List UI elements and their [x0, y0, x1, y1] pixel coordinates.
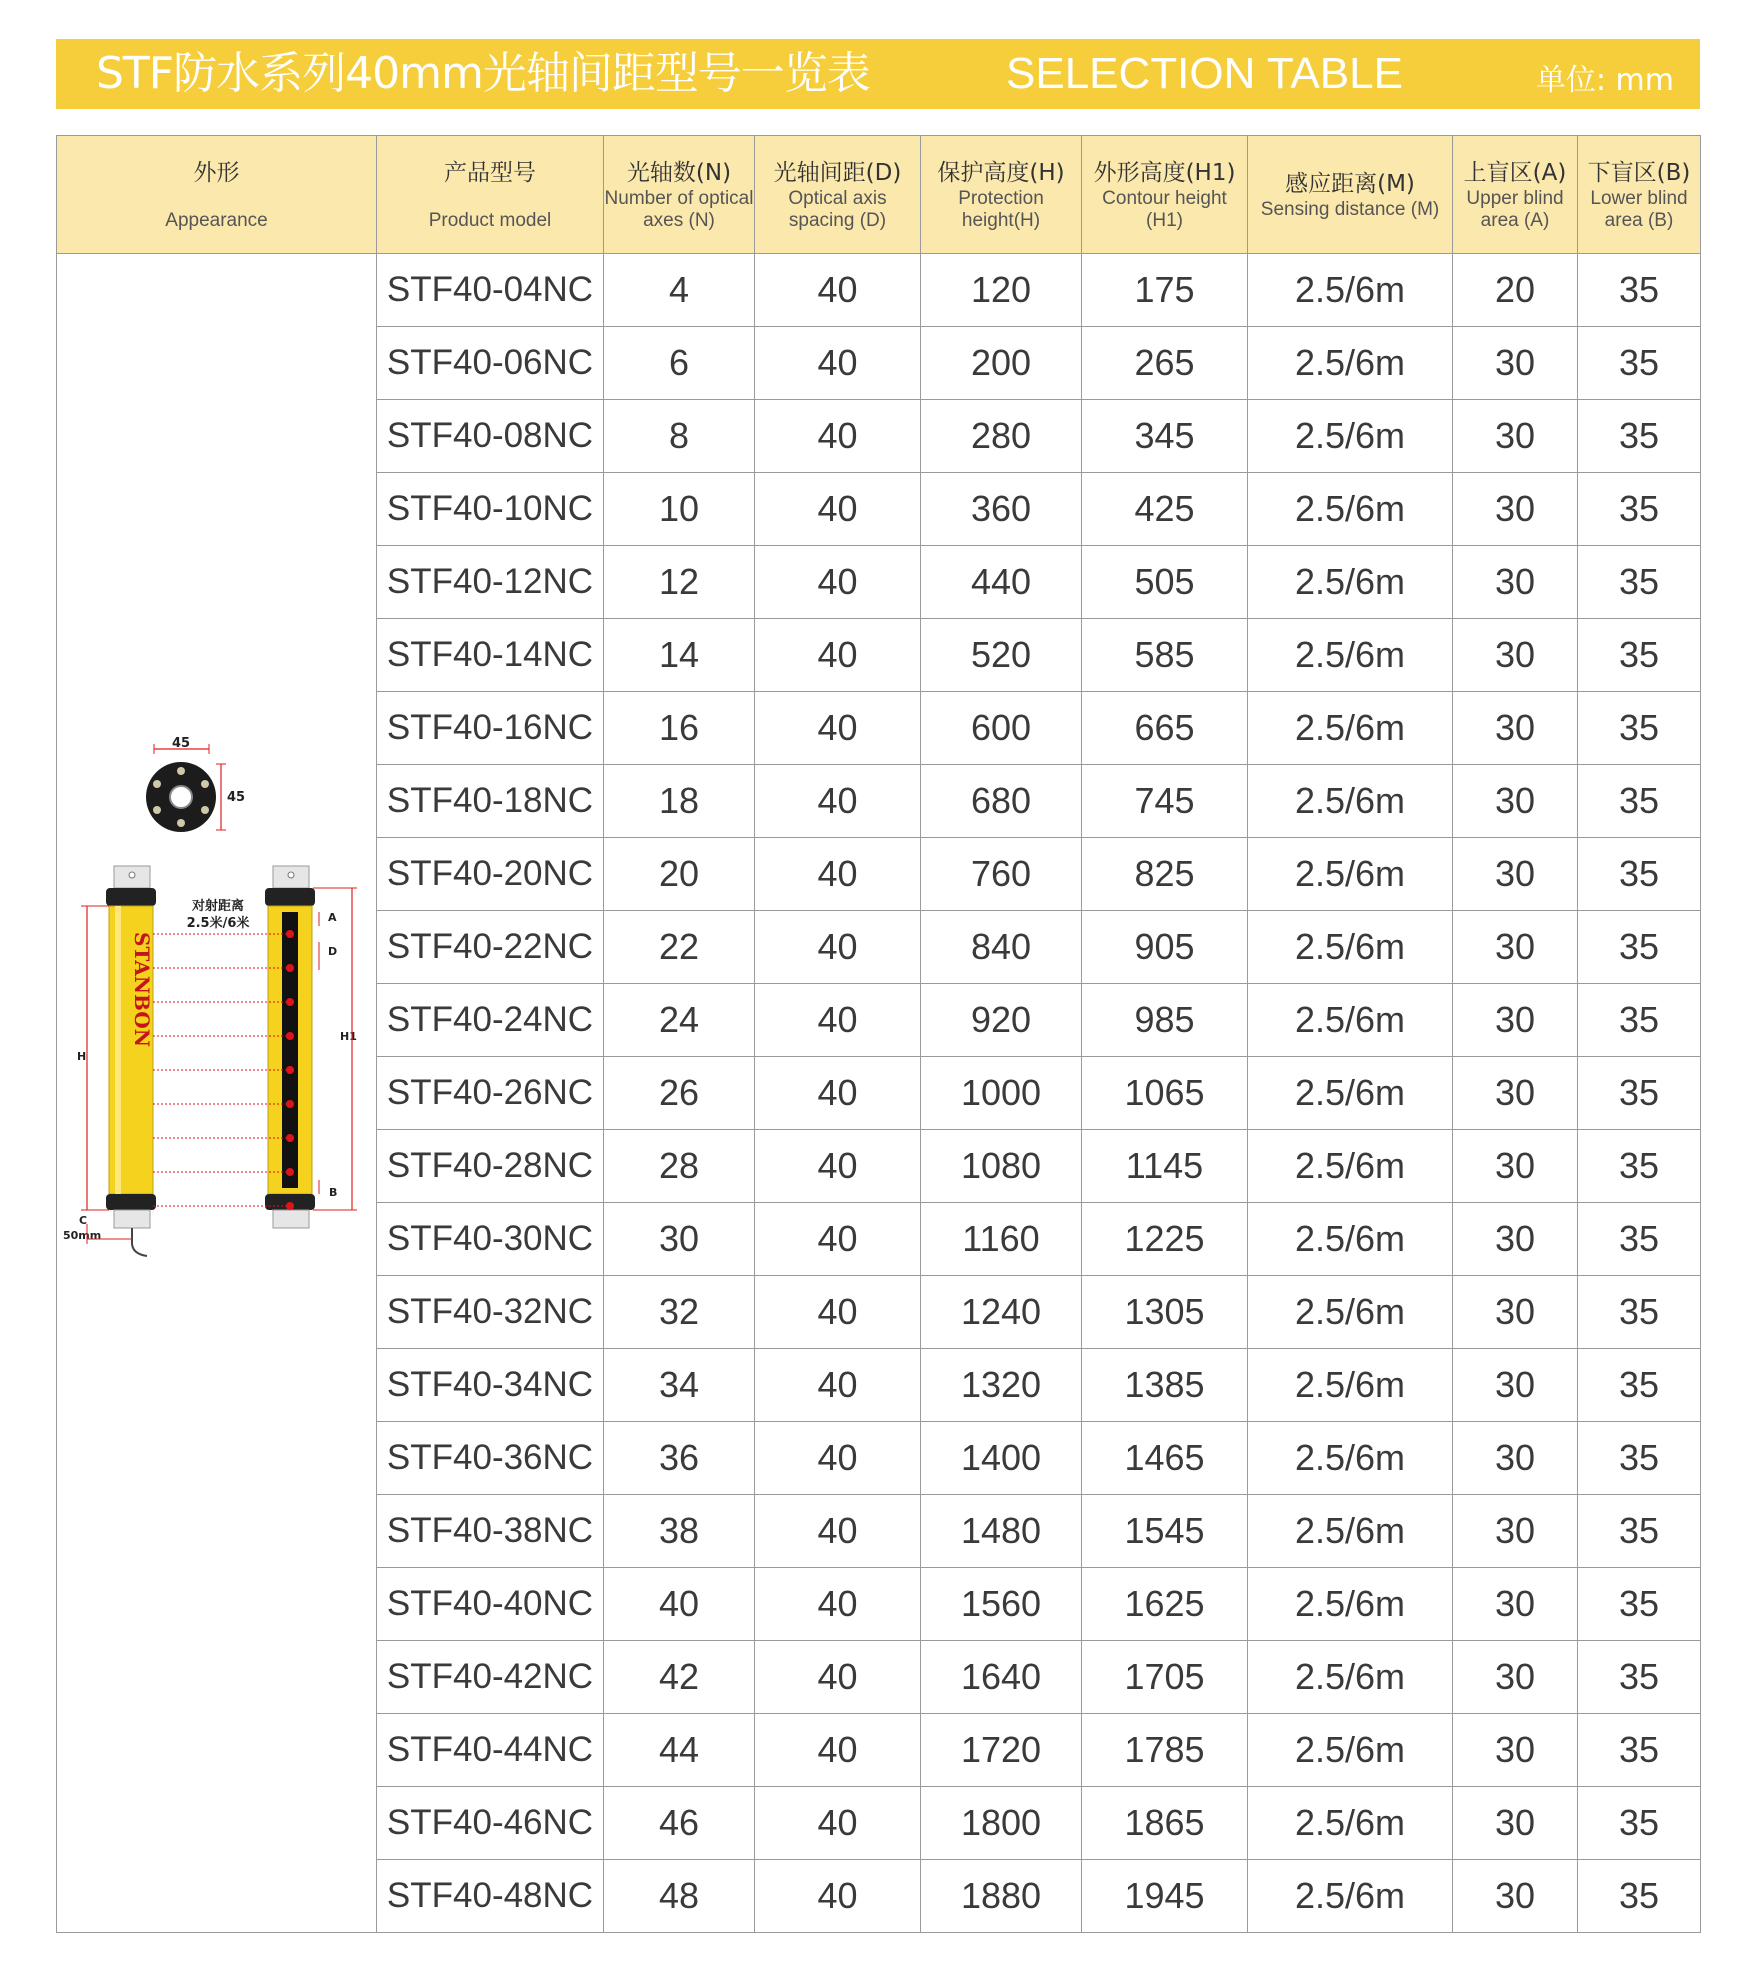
beam-dot — [286, 1032, 294, 1040]
cell-axes: 26 — [604, 1057, 755, 1130]
cell-spacing: 40 — [755, 1568, 921, 1641]
cell-axes: 12 — [604, 546, 755, 619]
cell-protection-height: 920 — [921, 984, 1082, 1057]
cell-upper-blind: 30 — [1453, 1203, 1578, 1276]
cell-contour-height: 745 — [1082, 765, 1248, 838]
cell-model: STF40-32NC — [377, 1276, 604, 1349]
cell-contour-height: 1225 — [1082, 1203, 1248, 1276]
cell-axes: 10 — [604, 473, 755, 546]
cell-protection-height: 1240 — [921, 1276, 1082, 1349]
cell-contour-height: 1785 — [1082, 1714, 1248, 1787]
cell-axes: 8 — [604, 400, 755, 473]
cell-model: STF40-26NC — [377, 1057, 604, 1130]
cell-model: STF40-38NC — [377, 1495, 604, 1568]
cell-lower-blind: 35 — [1578, 1349, 1701, 1422]
col-header-axes: 光轴数(N) Number of optical axes (N) — [604, 136, 755, 254]
unit-label: 单位: mm — [1535, 63, 1674, 98]
cell-spacing: 40 — [755, 911, 921, 984]
cell-spacing: 40 — [755, 1641, 921, 1714]
cell-sensing-distance: 2.5/6m — [1248, 327, 1453, 400]
cell-protection-height: 600 — [921, 692, 1082, 765]
cell-contour-height: 265 — [1082, 327, 1248, 400]
cell-lower-blind: 35 — [1578, 838, 1701, 911]
cell-model: STF40-44NC — [377, 1714, 604, 1787]
cell-contour-height: 905 — [1082, 911, 1248, 984]
cell-lower-blind: 35 — [1578, 1787, 1701, 1860]
cell-model: STF40-16NC — [377, 692, 604, 765]
cell-sensing-distance: 2.5/6m — [1248, 1714, 1453, 1787]
cell-model: STF40-08NC — [377, 400, 604, 473]
cell-lower-blind: 35 — [1578, 546, 1701, 619]
cell-protection-height: 200 — [921, 327, 1082, 400]
cell-spacing: 40 — [755, 692, 921, 765]
cell-model: STF40-34NC — [377, 1349, 604, 1422]
cell-protection-height: 360 — [921, 473, 1082, 546]
cell-spacing: 40 — [755, 1130, 921, 1203]
cell-lower-blind: 35 — [1578, 1860, 1701, 1933]
appearance-cell — [57, 254, 377, 1933]
cell-upper-blind: 30 — [1453, 1495, 1578, 1568]
cell-contour-height: 425 — [1082, 473, 1248, 546]
cell-model: STF40-28NC — [377, 1130, 604, 1203]
dimension-annotations — [63, 888, 357, 1244]
brand-label: STANBON — [130, 932, 154, 1048]
cell-contour-height: 1625 — [1082, 1568, 1248, 1641]
cell-axes: 6 — [604, 327, 755, 400]
cell-contour-height: 1545 — [1082, 1495, 1248, 1568]
cell-model: STF40-06NC — [377, 327, 604, 400]
cell-spacing: 40 — [755, 1422, 921, 1495]
cell-spacing: 40 — [755, 984, 921, 1057]
cell-upper-blind: 30 — [1453, 619, 1578, 692]
cell-spacing: 40 — [755, 1276, 921, 1349]
range-label-value: 2.5米/6米 — [186, 916, 250, 931]
beam-dot — [286, 1066, 294, 1074]
cell-contour-height: 1305 — [1082, 1276, 1248, 1349]
cell-protection-height: 1640 — [921, 1641, 1082, 1714]
cell-lower-blind: 35 — [1578, 1495, 1701, 1568]
cell-axes: 34 — [604, 1349, 755, 1422]
cell-axes: 24 — [604, 984, 755, 1057]
cell-lower-blind: 35 — [1578, 1714, 1701, 1787]
cell-contour-height: 505 — [1082, 546, 1248, 619]
cell-axes: 4 — [604, 254, 755, 327]
col-header-upper-blind: 上盲区(A) Upper blind area (A) — [1453, 136, 1578, 254]
col-header-protection-height: 保护高度(H) Protection height(H) — [921, 136, 1082, 254]
cell-axes: 20 — [604, 838, 755, 911]
cell-contour-height: 825 — [1082, 838, 1248, 911]
cell-lower-blind: 35 — [1578, 1568, 1701, 1641]
cell-sensing-distance: 2.5/6m — [1248, 400, 1453, 473]
cell-upper-blind: 20 — [1453, 254, 1578, 327]
cell-model: STF40-18NC — [377, 765, 604, 838]
cell-protection-height: 280 — [921, 400, 1082, 473]
cell-sensing-distance: 2.5/6m — [1248, 1276, 1453, 1349]
cell-sensing-distance: 2.5/6m — [1248, 911, 1453, 984]
cell-protection-height: 1080 — [921, 1130, 1082, 1203]
cell-sensing-distance: 2.5/6m — [1248, 1422, 1453, 1495]
cell-axes: 30 — [604, 1203, 755, 1276]
col-header-spacing: 光轴间距(D) Optical axis spacing (D) — [755, 136, 921, 254]
cell-sensing-distance: 2.5/6m — [1248, 546, 1453, 619]
cell-sensing-distance: 2.5/6m — [1248, 1787, 1453, 1860]
cell-lower-blind: 35 — [1578, 619, 1701, 692]
label-50mm: 50mm — [63, 1229, 102, 1242]
cell-lower-blind: 35 — [1578, 1130, 1701, 1203]
cell-spacing: 40 — [755, 1787, 921, 1860]
beam-dot — [286, 1134, 294, 1142]
label-a: A — [328, 911, 337, 924]
top-depth-label: 45 — [227, 790, 246, 805]
cell-protection-height: 1160 — [921, 1203, 1082, 1276]
cell-upper-blind: 30 — [1453, 1641, 1578, 1714]
cell-axes: 28 — [604, 1130, 755, 1203]
cell-spacing: 40 — [755, 327, 921, 400]
cell-model: STF40-42NC — [377, 1641, 604, 1714]
cell-protection-height: 1400 — [921, 1422, 1082, 1495]
cell-upper-blind: 30 — [1453, 1276, 1578, 1349]
top-view — [146, 736, 245, 832]
cell-model: STF40-48NC — [377, 1860, 604, 1933]
cell-contour-height: 1465 — [1082, 1422, 1248, 1495]
cell-protection-height: 1480 — [921, 1495, 1082, 1568]
cell-contour-height: 175 — [1082, 254, 1248, 327]
cell-axes: 44 — [604, 1714, 755, 1787]
cell-model: STF40-40NC — [377, 1568, 604, 1641]
label-c: C — [79, 1214, 88, 1227]
cell-sensing-distance: 2.5/6m — [1248, 838, 1453, 911]
cell-lower-blind: 35 — [1578, 911, 1701, 984]
cell-contour-height: 585 — [1082, 619, 1248, 692]
cell-model: STF40-20NC — [377, 838, 604, 911]
cell-axes: 32 — [604, 1276, 755, 1349]
label-h1: H1 — [340, 1030, 357, 1043]
col-header-appearance: 外形 Appearance — [57, 136, 377, 254]
cell-lower-blind: 35 — [1578, 692, 1701, 765]
cell-lower-blind: 35 — [1578, 400, 1701, 473]
emitter-column — [106, 866, 156, 1256]
cell-axes: 14 — [604, 619, 755, 692]
cell-model: STF40-22NC — [377, 911, 604, 984]
cell-spacing: 40 — [755, 1860, 921, 1933]
cell-spacing: 40 — [755, 1714, 921, 1787]
cell-spacing: 40 — [755, 838, 921, 911]
cell-upper-blind: 30 — [1453, 546, 1578, 619]
cell-protection-height: 1000 — [921, 1057, 1082, 1130]
cell-spacing: 40 — [755, 765, 921, 838]
cell-axes: 18 — [604, 765, 755, 838]
cell-spacing: 40 — [755, 473, 921, 546]
cell-spacing: 40 — [755, 1495, 921, 1568]
table-row — [57, 254, 1701, 327]
cell-contour-height: 1385 — [1082, 1349, 1248, 1422]
label-b: B — [329, 1186, 338, 1199]
cell-model: STF40-36NC — [377, 1422, 604, 1495]
cell-axes: 48 — [604, 1860, 755, 1933]
cell-contour-height: 1065 — [1082, 1057, 1248, 1130]
cell-contour-height: 1145 — [1082, 1130, 1248, 1203]
cell-upper-blind: 30 — [1453, 327, 1578, 400]
cell-axes: 16 — [604, 692, 755, 765]
cell-contour-height: 1865 — [1082, 1787, 1248, 1860]
cell-protection-height: 760 — [921, 838, 1082, 911]
appearance-figure — [57, 254, 377, 1924]
cell-protection-height: 840 — [921, 911, 1082, 984]
cell-contour-height: 1705 — [1082, 1641, 1248, 1714]
cell-contour-height: 345 — [1082, 400, 1248, 473]
cell-model: STF40-10NC — [377, 473, 604, 546]
cell-sensing-distance: 2.5/6m — [1248, 1641, 1453, 1714]
beam-dot — [286, 998, 294, 1006]
cell-protection-height: 440 — [921, 546, 1082, 619]
cell-upper-blind: 30 — [1453, 1568, 1578, 1641]
cell-sensing-distance: 2.5/6m — [1248, 1495, 1453, 1568]
cell-model: STF40-04NC — [377, 254, 604, 327]
cell-lower-blind: 35 — [1578, 1276, 1701, 1349]
beam-dot — [286, 1100, 294, 1108]
cell-upper-blind: 30 — [1453, 765, 1578, 838]
cell-sensing-distance: 2.5/6m — [1248, 765, 1453, 838]
range-label-cn: 对射距离 — [191, 899, 245, 914]
beam-dot — [286, 1168, 294, 1176]
beam-dot — [286, 964, 294, 972]
cell-protection-height: 1800 — [921, 1787, 1082, 1860]
cell-upper-blind: 30 — [1453, 1057, 1578, 1130]
cell-lower-blind: 35 — [1578, 327, 1701, 400]
cell-model: STF40-12NC — [377, 546, 604, 619]
cell-spacing: 40 — [755, 619, 921, 692]
cell-protection-height: 1320 — [921, 1349, 1082, 1422]
cell-upper-blind: 30 — [1453, 473, 1578, 546]
title-banner — [56, 39, 1700, 109]
cell-protection-height: 120 — [921, 254, 1082, 327]
cell-sensing-distance: 2.5/6m — [1248, 692, 1453, 765]
selection-table — [56, 135, 1701, 1933]
cell-protection-height: 1720 — [921, 1714, 1082, 1787]
cell-protection-height: 520 — [921, 619, 1082, 692]
cell-spacing: 40 — [755, 400, 921, 473]
cell-sensing-distance: 2.5/6m — [1248, 984, 1453, 1057]
cell-sensing-distance: 2.5/6m — [1248, 619, 1453, 692]
cell-upper-blind: 30 — [1453, 984, 1578, 1057]
cell-sensing-distance: 2.5/6m — [1248, 1130, 1453, 1203]
cell-sensing-distance: 2.5/6m — [1248, 1568, 1453, 1641]
cell-protection-height: 1560 — [921, 1568, 1082, 1641]
cell-lower-blind: 35 — [1578, 1422, 1701, 1495]
cell-contour-height: 1945 — [1082, 1860, 1248, 1933]
cell-spacing: 40 — [755, 1349, 921, 1422]
cell-model: STF40-24NC — [377, 984, 604, 1057]
cell-sensing-distance: 2.5/6m — [1248, 1349, 1453, 1422]
cell-lower-blind: 35 — [1578, 1641, 1701, 1714]
cell-axes: 38 — [604, 1495, 755, 1568]
cell-sensing-distance: 2.5/6m — [1248, 473, 1453, 546]
cell-sensing-distance: 2.5/6m — [1248, 254, 1453, 327]
cell-upper-blind: 30 — [1453, 911, 1578, 984]
page-subtitle: SELECTION TABLE — [1006, 49, 1403, 98]
cell-sensing-distance: 2.5/6m — [1248, 1860, 1453, 1933]
cell-axes: 22 — [604, 911, 755, 984]
cell-lower-blind: 35 — [1578, 765, 1701, 838]
cell-lower-blind: 35 — [1578, 473, 1701, 546]
beam-dot — [286, 930, 294, 938]
label-h: H — [77, 1050, 87, 1063]
cell-model: STF40-14NC — [377, 619, 604, 692]
top-width-label: 45 — [171, 736, 191, 751]
col-header-contour-height: 外形高度(H1) Contour height (H1) — [1082, 136, 1248, 254]
cell-sensing-distance: 2.5/6m — [1248, 1203, 1453, 1276]
cell-spacing: 40 — [755, 1057, 921, 1130]
col-header-model: 产品型号 Product model — [377, 136, 604, 254]
cell-protection-height: 1880 — [921, 1860, 1082, 1933]
cell-contour-height: 985 — [1082, 984, 1248, 1057]
page-title: STF防水系列40mm光轴间距型号一览表 — [96, 48, 870, 99]
cell-model: STF40-30NC — [377, 1203, 604, 1276]
cell-upper-blind: 30 — [1453, 1787, 1578, 1860]
cell-spacing: 40 — [755, 546, 921, 619]
cell-axes: 40 — [604, 1568, 755, 1641]
cell-upper-blind: 30 — [1453, 1714, 1578, 1787]
cell-protection-height: 680 — [921, 765, 1082, 838]
cell-upper-blind: 30 — [1453, 692, 1578, 765]
cell-spacing: 40 — [755, 1203, 921, 1276]
col-header-lower-blind: 下盲区(B) Lower blind area (B) — [1578, 136, 1701, 254]
col-header-sensing-distance: 感应距离(M) Sensing distance (M) — [1248, 136, 1453, 254]
cell-sensing-distance: 2.5/6m — [1248, 1057, 1453, 1130]
cell-lower-blind: 35 — [1578, 254, 1701, 327]
cell-spacing: 40 — [755, 254, 921, 327]
cell-upper-blind: 30 — [1453, 1130, 1578, 1203]
label-d: D — [328, 945, 338, 958]
cell-axes: 46 — [604, 1787, 755, 1860]
cell-lower-blind: 35 — [1578, 1057, 1701, 1130]
cell-upper-blind: 30 — [1453, 1860, 1578, 1933]
beam-dot — [286, 1202, 294, 1210]
cell-upper-blind: 30 — [1453, 838, 1578, 911]
cell-contour-height: 665 — [1082, 692, 1248, 765]
cell-upper-blind: 30 — [1453, 1349, 1578, 1422]
cell-upper-blind: 30 — [1453, 400, 1578, 473]
table-header-row — [57, 136, 1701, 254]
cell-upper-blind: 30 — [1453, 1422, 1578, 1495]
cell-axes: 36 — [604, 1422, 755, 1495]
cell-model: STF40-46NC — [377, 1787, 604, 1860]
cell-lower-blind: 35 — [1578, 1203, 1701, 1276]
cell-axes: 42 — [604, 1641, 755, 1714]
cell-lower-blind: 35 — [1578, 984, 1701, 1057]
